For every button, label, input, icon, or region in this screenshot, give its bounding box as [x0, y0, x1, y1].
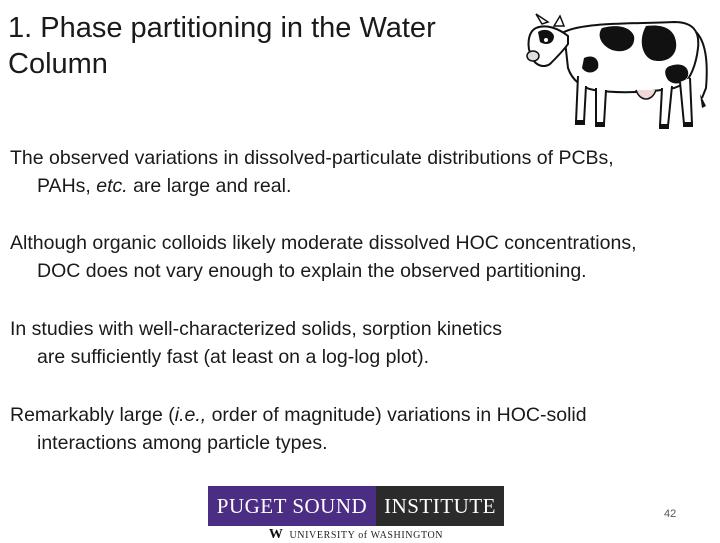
paragraph-3-line-1: In studies with well-characterized solids, sorption kinetics [10, 318, 503, 340]
paragraph-3-line-2: are sufficiently fast (at least on a log-log plot). [37, 346, 430, 368]
paragraph-1-line-2-pre: PAHs, [37, 175, 97, 197]
slide-title-line-1: 1. Phase partitioning in the Water [8, 12, 436, 44]
paragraph-3 [10, 315, 716, 371]
logo-bar [208, 486, 504, 526]
page-number: 42 [664, 508, 677, 520]
uw-w-icon: W [268, 527, 284, 542]
logo-right-panel: INSTITUTE [376, 486, 504, 526]
paragraph-1 [10, 144, 716, 200]
paragraph-2-line-1: Although organic colloids likely moderate dissolved HOC concentrations, [10, 232, 637, 254]
paragraph-1-line-1: The observed variations in dissolved-particulate distributions of PCBs, [10, 147, 614, 169]
uw-text: UNIVERSITY of WASHINGTON [289, 529, 444, 541]
paragraph-4-line-1-pre: Remarkably large ( [10, 404, 175, 426]
paragraph-4-line-2: interactions among particle types. [37, 432, 328, 454]
slide-title [8, 10, 528, 82]
logo-left-panel: PUGET SOUND [208, 486, 376, 526]
paragraph-4 [10, 401, 716, 457]
paragraph-1-emphasis: etc. [96, 175, 128, 197]
paragraph-1-line-2 [10, 172, 716, 200]
paragraph-2-line-2: DOC does not vary enough to explain the observed partitioning. [37, 260, 587, 282]
paragraph-1-line-2-post: are large and real. [127, 175, 292, 197]
paragraph-2 [10, 229, 716, 285]
paragraph-4-line-1 [10, 401, 716, 429]
puget-sound-institute-logo [208, 486, 504, 542]
cow-illustration [524, 2, 714, 136]
paragraph-4-line-1-post: order of magnitude) variations in HOC-solid [206, 404, 587, 426]
paragraph-4-emphasis: i.e., [174, 404, 207, 426]
slide-title-line-2: Column [8, 48, 108, 80]
